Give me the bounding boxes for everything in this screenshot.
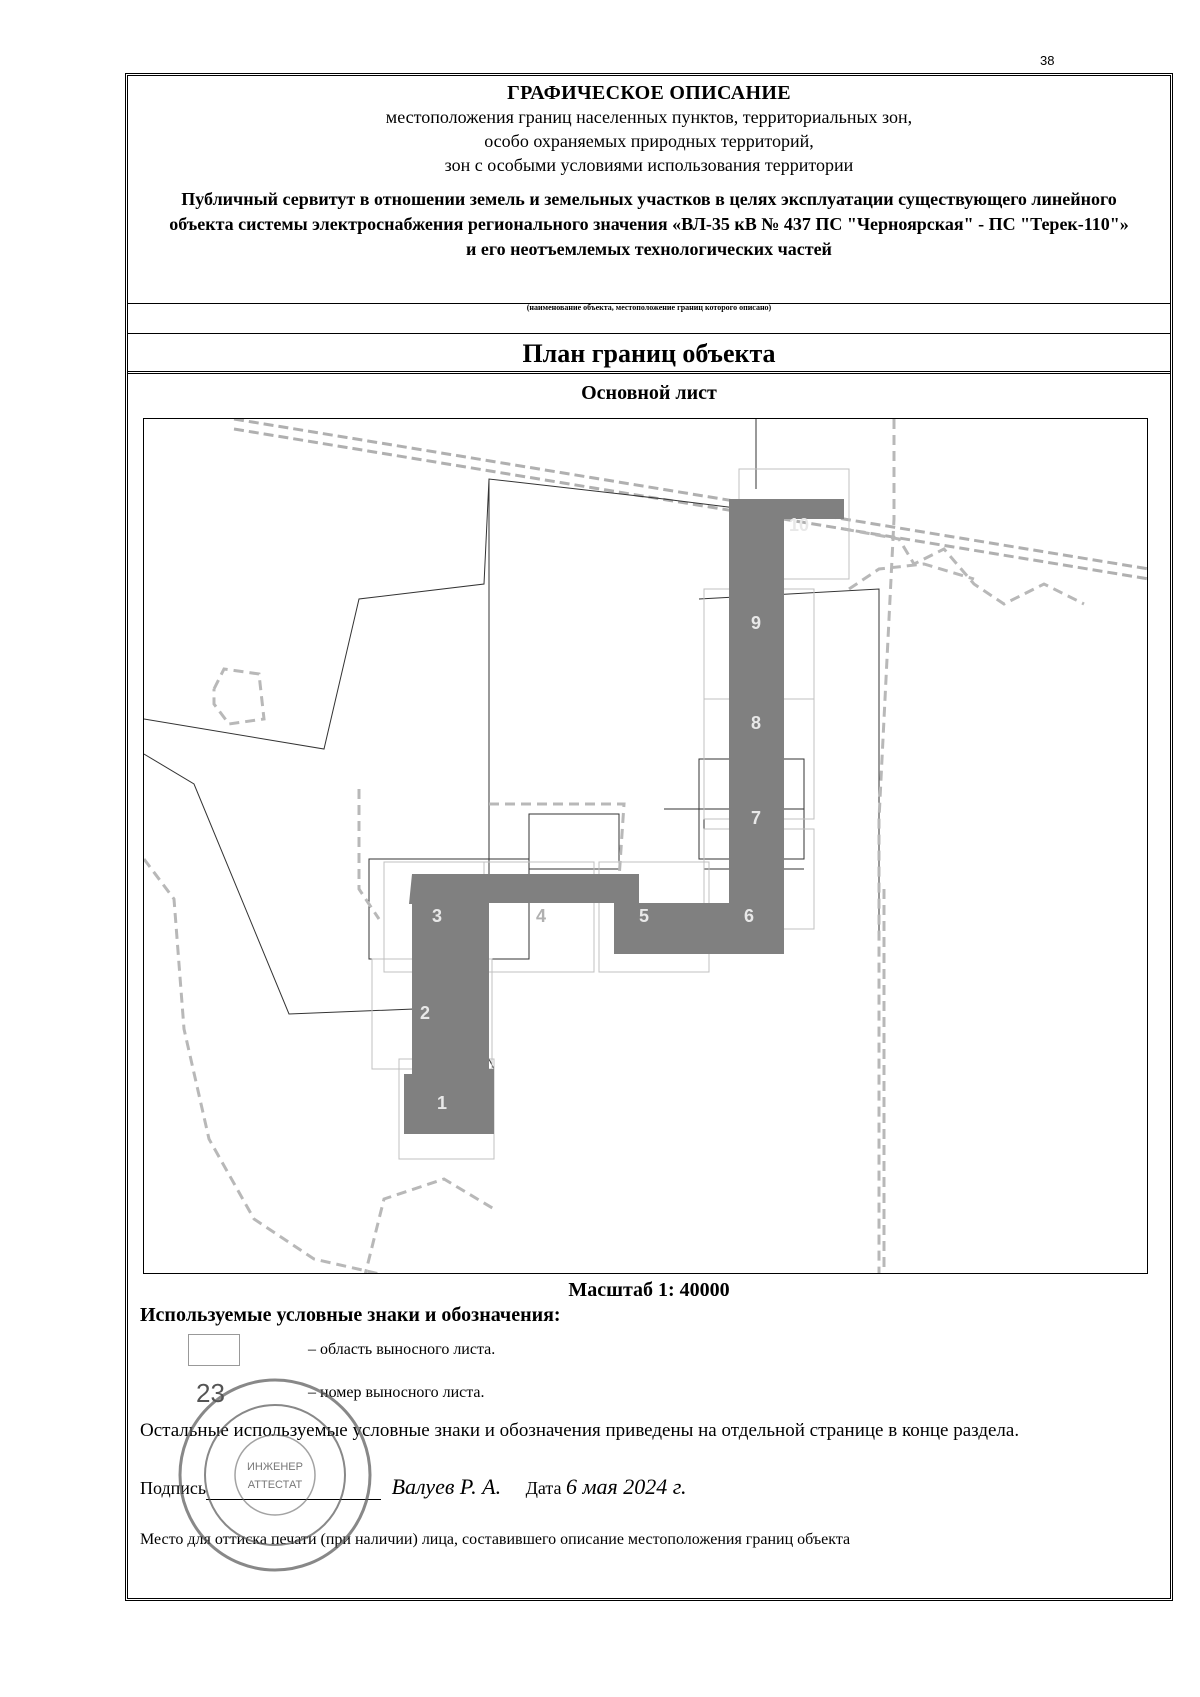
sheet-label: 9 [750, 613, 762, 633]
legend-sheet-number-text: – номер выносного листа. [308, 1384, 485, 1401]
object-name: Публичный сервитут в отношении земель и земельных участков в целях эксплуатации существующего линейного объекта системы электроснабжения регионального значения «ВЛ-35 кВ № 437 ПС "Черноярская" - ПС "Терек-110"» и его неотъемлемых технологических частей [169, 189, 1129, 259]
signature-label: Подпись [140, 1478, 207, 1498]
page-number: 38 [1040, 53, 1055, 68]
signer-name: Валуев Р. А. [391, 1474, 502, 1499]
sheet-label: 4 [535, 906, 547, 926]
sheet-label: 8 [750, 713, 762, 733]
stamp-place-text: Место для оттиска печати (при наличии) лица, составившего описание местоположения границ объекта [140, 1531, 851, 1548]
map-scale: Масштаб 1: 40000 [568, 1279, 730, 1301]
header-subtitle-2: особо охраняемых природных территорий, [484, 131, 814, 151]
header-block [128, 76, 1170, 304]
stamp-text: АТТЕСТАТ [247, 1479, 303, 1491]
header-subtitle-1: местоположения границ населенных пунктов, территориальных зон, [385, 107, 913, 127]
header-subtitle-3: зон с особыми условиями использования территории [444, 155, 854, 175]
map-area [143, 418, 1148, 1274]
seal-stamp [170, 1370, 380, 1580]
sheet-label: 5 [638, 906, 650, 926]
legend-sheet-number-sample: 23 [196, 1378, 225, 1408]
legend-title: Используемые условные знаки и обозначения: [140, 1304, 561, 1326]
other-symbols-note: Остальные используемые условные знаки и обозначения приведены на отдельной странице в конце раздела. [140, 1420, 1020, 1441]
plan-title: План границ объекта [128, 333, 1170, 374]
object-note: (наименование объекта, местоположение границ которого описано) [128, 303, 1170, 334]
sheet-label: 6 [743, 906, 755, 926]
stamp-text: ИНЖЕНЕР [247, 1461, 303, 1473]
zone-boundaries [144, 419, 1084, 1274]
sheet-label: 2 [419, 1003, 431, 1023]
date-value: 6 мая 2024 г. [566, 1474, 687, 1499]
legend-sheet-area-symbol [188, 1334, 240, 1366]
date-label: Дата [525, 1478, 562, 1498]
legend-sheet-area-text: – область выносного листа. [308, 1341, 496, 1358]
sheet-label: 1 [436, 1093, 448, 1113]
sheet-label: 7 [750, 808, 762, 828]
sheet-label: 3 [431, 906, 443, 926]
sheet-title: Основной лист [581, 382, 717, 404]
sheet-label: 10 [788, 515, 810, 535]
map-drawing [144, 419, 1148, 1274]
header-title: ГРАФИЧЕСКОЕ ОПИСАНИЕ [507, 82, 791, 104]
railway [234, 419, 1148, 579]
